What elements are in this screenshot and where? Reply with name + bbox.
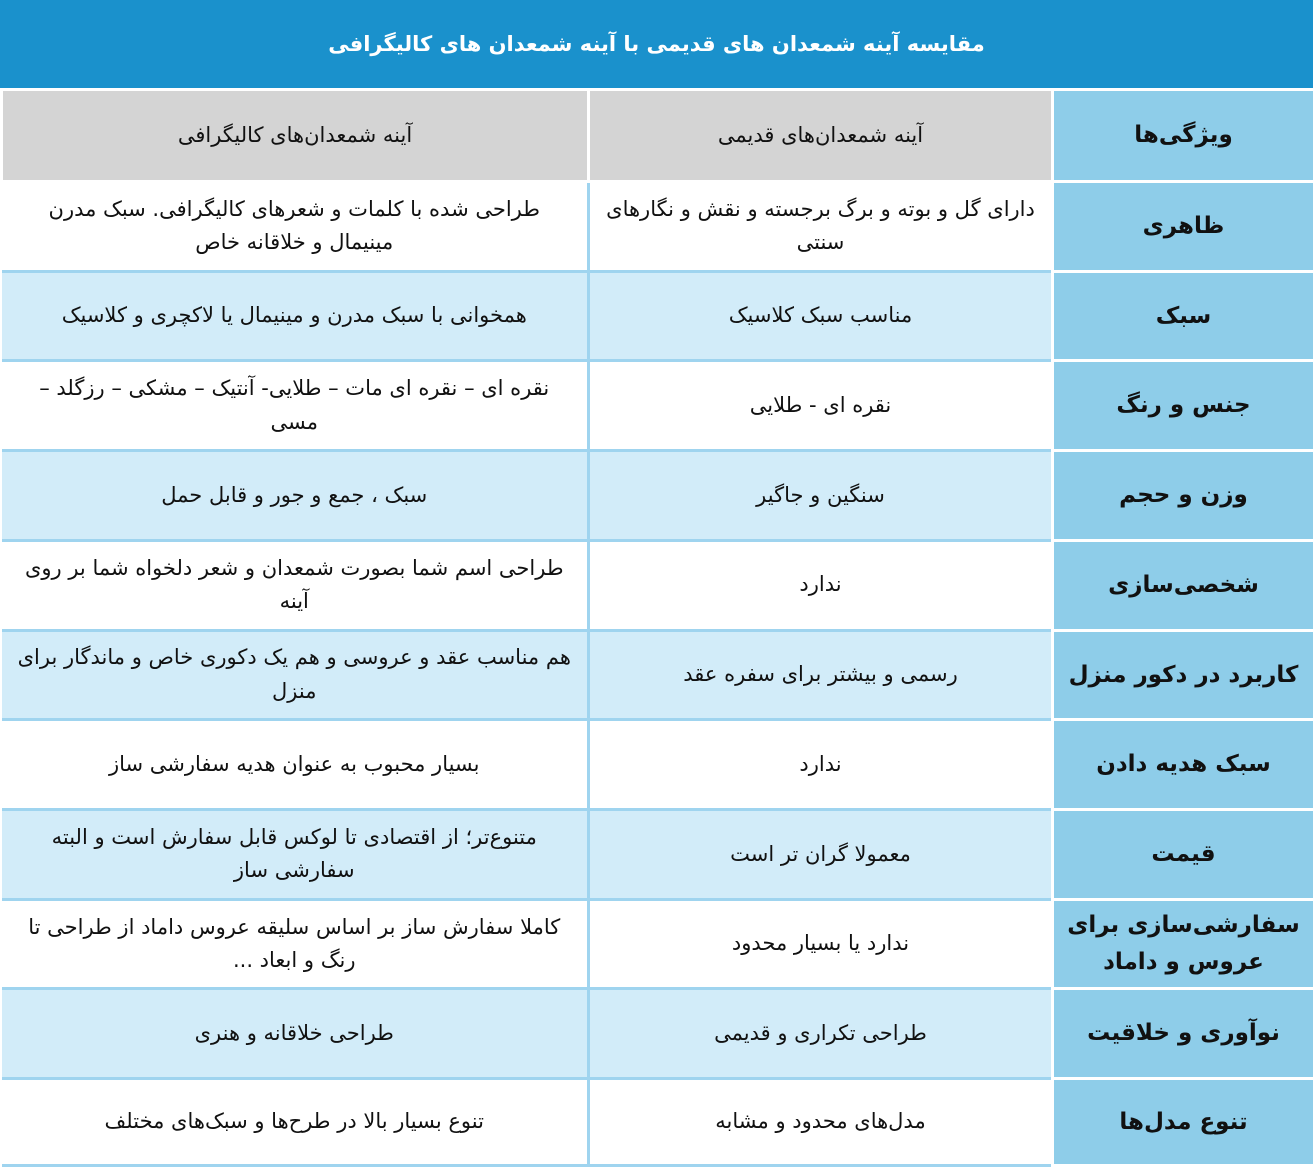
row-old-cell: ندارد [589,720,1053,810]
row-new-cell: طراحی شده با کلمات و شعرهای کالیگرافی. سبک مدرن مینیمال و خلاقانه خاص [2,182,589,272]
table-row [2,1079,1313,1166]
row-new-cell: طراحی اسم شما بصورت شمعدان و شعر دلخواه شما بر روی آینه [2,540,589,630]
row-feature-cell: سبک هدیه دادن [1053,720,1313,810]
row-new-cell: بسیار محبوب به عنوان هدیه سفارشی ساز [2,720,589,810]
table-row [2,899,1313,989]
row-old-cell: مدل‌های محدود و مشابه [589,1079,1053,1166]
row-feature-cell: تنوع مدل‌ها [1053,1079,1313,1166]
row-feature-cell: ظاهری [1053,182,1313,272]
row-new-cell: نقره ای – نقره ای مات – طلایی- آنتیک – مشکی – رزگلد – مسی [2,361,589,451]
row-old-cell: دارای گل و بوته و برگ برجسته و نقش و نگارهای سنتی [589,182,1053,272]
table-row [2,540,1313,630]
header-row [2,90,1313,182]
table-row [2,451,1313,541]
row-feature-cell: قیمت [1053,810,1313,900]
row-old-cell: طراحی تکراری و قدیمی [589,989,1053,1079]
row-new-cell: کاملا سفارش ساز بر اساس سلیقه عروس داماد از طراحی تا رنگ و ابعاد ... [2,899,589,989]
row-feature-cell: سفارشی‌سازی برای عروس و داماد [1053,899,1313,989]
row-old-cell: سنگین و جاگیر [589,451,1053,541]
table-row [2,989,1313,1079]
table-title: مقایسه آینه شمعدان های قدیمی با آینه شمعدان های کالیگرافی [0,0,1313,88]
row-new-cell: همخوانی با سبک مدرن و مینیمال یا لاکچری و کلاسیک [2,271,589,361]
row-old-cell: نقره ای - طلایی [589,361,1053,451]
row-feature-cell: شخصی‌سازی [1053,540,1313,630]
row-feature-cell: سبک [1053,271,1313,361]
comparison-table [0,88,1313,1167]
table-row [2,271,1313,361]
row-feature-cell: وزن و حجم [1053,451,1313,541]
table-row [2,182,1313,272]
row-new-cell: طراحی خلاقانه و هنری [2,989,589,1079]
row-new-cell: متنوع‌تر؛ از اقتصادی تا لوکس قابل سفارش است و البته سفارشی ساز [2,810,589,900]
table-row [2,810,1313,900]
row-new-cell: سبک ، جمع و جور و قابل حمل [2,451,589,541]
row-feature-cell: جنس و رنگ [1053,361,1313,451]
row-old-cell: معمولا گران تر است [589,810,1053,900]
row-old-cell: ندارد یا بسیار محدود [589,899,1053,989]
row-new-cell: هم مناسب عقد و عروسی و هم یک دکوری خاص و ماندگار برای منزل [2,630,589,720]
row-feature-cell: نوآوری و خلاقیت [1053,989,1313,1079]
header-feature: ویژگی‌ها [1053,90,1313,182]
header-calligraphy-mirror: آینه شمعدان‌های کالیگرافی [2,90,589,182]
row-old-cell: ندارد [589,540,1053,630]
header-old-mirror: آینه شمعدان‌های قدیمی [589,90,1053,182]
row-feature-cell: کاربرد در دکور منزل [1053,630,1313,720]
row-new-cell: تنوع بسیار بالا در طرح‌ها و سبک‌های مختلف [2,1079,589,1166]
table-row [2,630,1313,720]
table-row [2,720,1313,810]
table-row [2,361,1313,451]
row-old-cell: رسمی و بیشتر برای سفره عقد [589,630,1053,720]
row-old-cell: مناسب سبک کلاسیک [589,271,1053,361]
